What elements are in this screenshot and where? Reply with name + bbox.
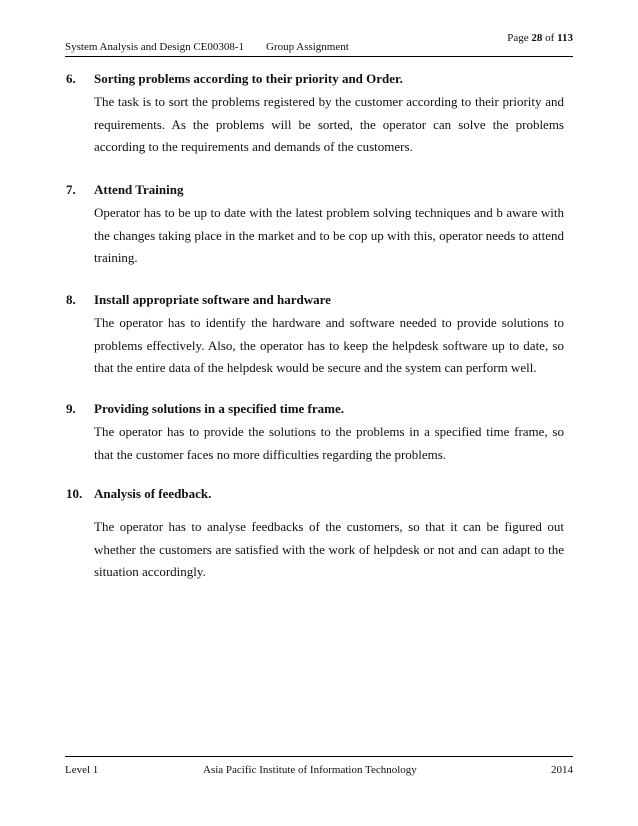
section-heading bbox=[66, 397, 564, 421]
section-heading bbox=[66, 178, 564, 202]
section-analysis-feedback bbox=[66, 482, 564, 584]
section-title: Sorting problems according to their priority and Order. bbox=[94, 71, 403, 86]
section-number: 10. bbox=[66, 486, 83, 501]
page-current: 28 bbox=[531, 32, 543, 44]
header-page-number bbox=[507, 32, 573, 44]
section-install-software bbox=[66, 288, 564, 380]
section-paragraph: Operator has to be up to date with the latest problem solving techniques and b aware with the changes taking place in the market and to be cop up with this, operator needs to attend training. bbox=[94, 205, 564, 265]
page-footer bbox=[65, 756, 573, 783]
section-sorting-problems bbox=[66, 67, 564, 159]
section-number: 7. bbox=[66, 182, 76, 197]
section-number: 6. bbox=[66, 71, 76, 86]
section-title: Install appropriate software and hardware bbox=[94, 292, 331, 307]
section-number: 8. bbox=[66, 292, 76, 307]
header-assignment-label: Group Assignment bbox=[266, 41, 349, 53]
footer-institute: Asia Pacific Institute of Information Technology bbox=[203, 764, 417, 776]
section-number: 9. bbox=[66, 401, 76, 416]
header-course-title: System Analysis and Design CE00308-1 bbox=[65, 41, 245, 53]
page-header bbox=[65, 34, 573, 57]
page-of: of bbox=[545, 32, 555, 44]
section-paragraph: The operator has to identify the hardware and software needed to provide solutions to problems effectively. Also, the operator has to keep the helpdesk software up to date, so that the entire data of the helpdesk would be secure and the system can perform well. bbox=[94, 315, 564, 375]
page-prefix: Page bbox=[507, 32, 529, 44]
footer-year: 2014 bbox=[551, 764, 573, 776]
section-title: Providing solutions in a specified time frame. bbox=[94, 401, 345, 416]
section-heading bbox=[66, 288, 564, 312]
section-paragraph: The task is to sort the problems registered by the customer according to their priority and requirements. As the problems will be sorted, the operator can solve the problems according to the requirements and demands of the customers. bbox=[94, 94, 564, 154]
section-attend-training bbox=[66, 178, 564, 270]
section-paragraph: The operator has to analyse feedbacks of the customers, so that it can be figured out whether the customers are satisfied with the work of helpdesk or not and can adapt to the situation accordingly. bbox=[94, 519, 564, 579]
section-title: Attend Training bbox=[94, 182, 184, 197]
footer-level: Level 1 bbox=[65, 764, 99, 776]
section-paragraph: The operator has to provide the solutions to the problems in a specified time frame, so that the customer faces no more difficulties regarding the problems. bbox=[94, 424, 564, 462]
section-providing-solutions bbox=[66, 397, 564, 466]
section-heading bbox=[66, 482, 564, 506]
section-title: Analysis of feedback. bbox=[94, 486, 212, 501]
section-heading bbox=[66, 67, 564, 91]
page-total: 113 bbox=[557, 32, 573, 44]
